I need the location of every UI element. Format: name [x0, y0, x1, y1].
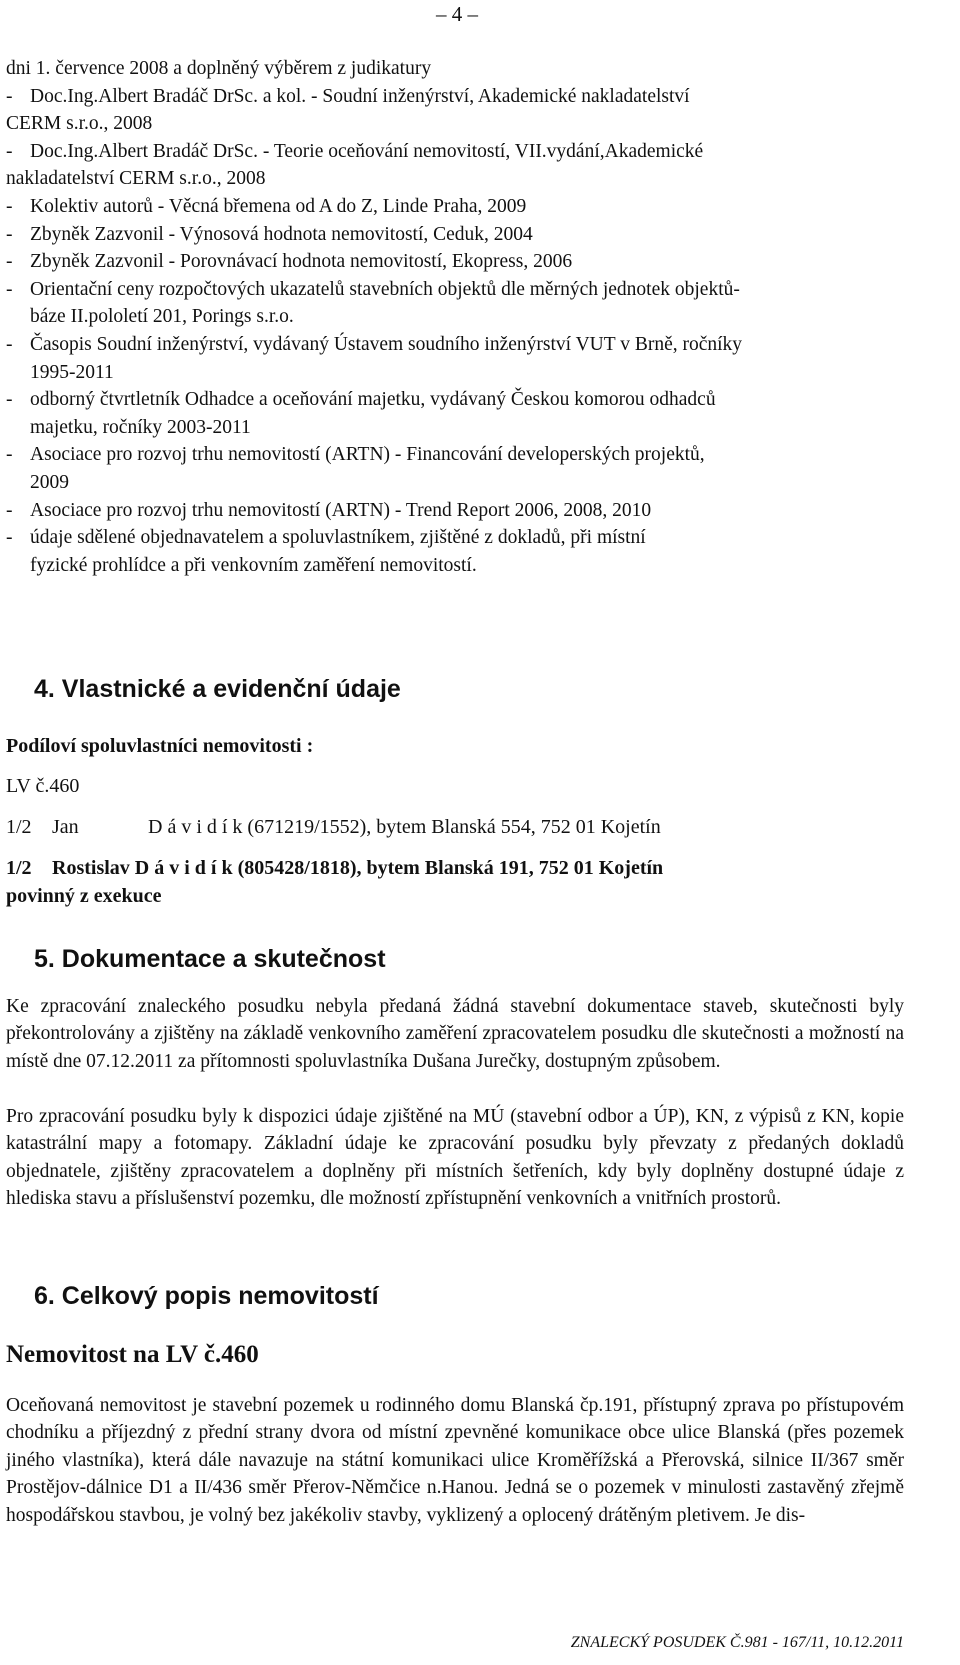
reference-text: fyzické prohlídce a při venkovním zaměření nemovitostí.: [30, 554, 477, 576]
reference-list: [6, 55, 906, 579]
list-dash: -: [6, 140, 13, 162]
reference-line: [6, 386, 906, 414]
reference-line: [6, 414, 906, 442]
reference-line: [6, 497, 906, 525]
section-5-heading: 5. Dokumentace a skutečnost: [34, 945, 386, 973]
list-dash: -: [6, 85, 13, 107]
reference-text: údaje sdělené objednavatelem a spoluvlastníkem, zjištěné z dokladů, při místní: [30, 527, 646, 549]
list-dash: -: [6, 444, 13, 466]
reference-line: [6, 193, 906, 221]
reference-text: 1995-2011: [30, 361, 114, 383]
section-4-heading: 4. Vlastnické a evidenční údaje: [34, 675, 401, 703]
owner-share: 1/2: [6, 816, 32, 838]
co-owners-subheading: Podíloví spoluvlastníci nemovitosti :: [6, 735, 314, 757]
list-dash: -: [6, 251, 13, 273]
section-6-heading: 6. Celkový popis nemovitostí: [34, 1282, 379, 1310]
owner-details: D á v i d í k (805428/1818), bytem Blanská 191, 752 01 Kojetín: [134, 857, 664, 879]
list-dash: -: [6, 195, 13, 217]
reference-text: Kolektiv autorů - Věcná břemena od A do Z, Linde Praha, 2009: [30, 195, 527, 217]
list-dash: -: [6, 527, 13, 549]
reference-line: [6, 83, 906, 111]
section-5-paragraph-1: Ke zpracování znaleckého posudku nebyla předaná žádná stavební dokumentace staveb, skutečnosti byly překontrolovány a zjištěny na základě venkovního zaměření zpracovatelem posudku dle skutečnosti a možností na místě dne 07.12.2011 za přítomnosti spoluvlastníka Dušana Jurečky, dostupným způsobem.: [6, 996, 904, 1072]
reference-line: [6, 303, 906, 331]
property-subheading: Nemovitost na LV č.460: [6, 1341, 259, 1368]
reference-text: majetku, ročníky 2003-2011: [30, 416, 251, 438]
reference-line: [6, 469, 906, 497]
page-number: – 4 –: [436, 2, 478, 26]
list-dash: -: [6, 389, 13, 411]
owner-details: D á v i d í k (671219/1552), bytem Blanská 554, 752 01 Kojetín: [148, 816, 661, 838]
reference-line: [6, 552, 906, 580]
list-dash: -: [6, 333, 13, 355]
owner-first-name: Jan: [52, 816, 79, 838]
reference-text: Orientační ceny rozpočtových ukazatelů stavebních objektů dle měrných jednotek objektů-: [30, 278, 740, 300]
section-6-paragraph: Oceňovaná nemovitost je stavební pozemek u rodinného domu Blanská čp.191, přístupný zprava po přístupovém chodníku a příjezdný z přední strany dvora od místní zpevněné komunikace obce ulice Blanská (přes pozemek jiného vlastníka), která dále navazuje na státní komunikaci ulice Kroměřížská a Přerovská, silnice II/367 směr Prostějov-dálnice D1 a II/436 směr Přerov-Němčice n.Hanou. Jedná se o pozemek v minulosti zastavěný zřejmě hospodářskou stavbou, je volný bez jakékoliv stavby, vyklizený a oplocený drátěným pletivem. Je dis-: [6, 1395, 904, 1526]
reference-line: [6, 359, 906, 387]
owner-note: povinný z exekuce: [6, 885, 162, 907]
reference-text: Doc.Ing.Albert Bradáč DrSc. a kol. - Soudní inženýrství, Akademické nakladatelství: [30, 85, 690, 107]
reference-line: [6, 110, 906, 138]
reference-line: [6, 138, 906, 166]
reference-text: Zbyněk Zazvonil - Porovnávací hodnota nemovitostí, Ekopress, 2006: [30, 251, 573, 273]
owner-row: [6, 854, 663, 882]
reference-line: [6, 441, 906, 469]
reference-text: báze II.pololetí 201, Porings s.r.o.: [30, 306, 294, 328]
reference-text: Doc.Ing.Albert Bradáč DrSc. - Teorie oceňování nemovitostí, VII.vydání,Akademické: [30, 140, 704, 162]
reference-line: [6, 221, 906, 249]
reference-text: dni 1. července 2008 a doplněný výběrem z judikatury: [6, 58, 432, 79]
list-dash: -: [6, 499, 13, 521]
reference-line: [6, 276, 906, 304]
section-5-paragraph-2: Pro zpracování posudku byly k dispozici údaje zjištěné na MÚ (stavební odbor a ÚP), KN, z výpisů z KN, kopie katastrální mapy a fotomapy. Základní údaje ke zpracování posudku byly převzaty z předaných dokladů objednatele, zjištěny zpracovatelem a doplněny při místních šetřeních, kdy byly doplněny dostupné údaje z hlediska stavu a příslušenství pozemku, dle možností zpřístupnění venkovních a vnitřních prostorů.: [6, 1106, 904, 1210]
reference-line: [6, 248, 906, 276]
owner-first-name: Rostislav: [52, 857, 130, 879]
reference-line: [6, 524, 906, 552]
reference-text: Asociace pro rozvoj trhu nemovitostí (ARTN) - Trend Report 2006, 2008, 2010: [30, 499, 652, 521]
reference-text: Časopis Soudní inženýrství, vydávaný Ústavem soudního inženýrství VUT v Brně, ročníky: [30, 333, 743, 355]
reference-text: odborný čtvrtletník Odhadce a oceňování majetku, vydávaný Českou komorou odhadců: [30, 389, 716, 411]
reference-text: 2009: [30, 471, 69, 493]
reference-line: [6, 331, 906, 359]
lv-number: LV č.460: [6, 775, 80, 797]
document-footer: ZNALECKÝ POSUDEK Č.981 - 167/11, 10.12.2011: [570, 1634, 904, 1651]
reference-line: [6, 55, 906, 83]
reference-text: nakladatelství CERM s.r.o., 2008: [6, 168, 266, 190]
reference-text: Asociace pro rozvoj trhu nemovitostí (ARTN) - Financování developerských projektů,: [30, 444, 705, 466]
owner-row: [6, 813, 661, 841]
reference-line: [6, 165, 906, 193]
reference-text: CERM s.r.o., 2008: [6, 113, 153, 135]
owner-share: 1/2: [6, 857, 32, 879]
list-dash: -: [6, 223, 13, 245]
reference-text: Zbyněk Zazvonil - Výnosová hodnota nemovitostí, Ceduk, 2004: [30, 223, 533, 245]
list-dash: -: [6, 278, 13, 300]
